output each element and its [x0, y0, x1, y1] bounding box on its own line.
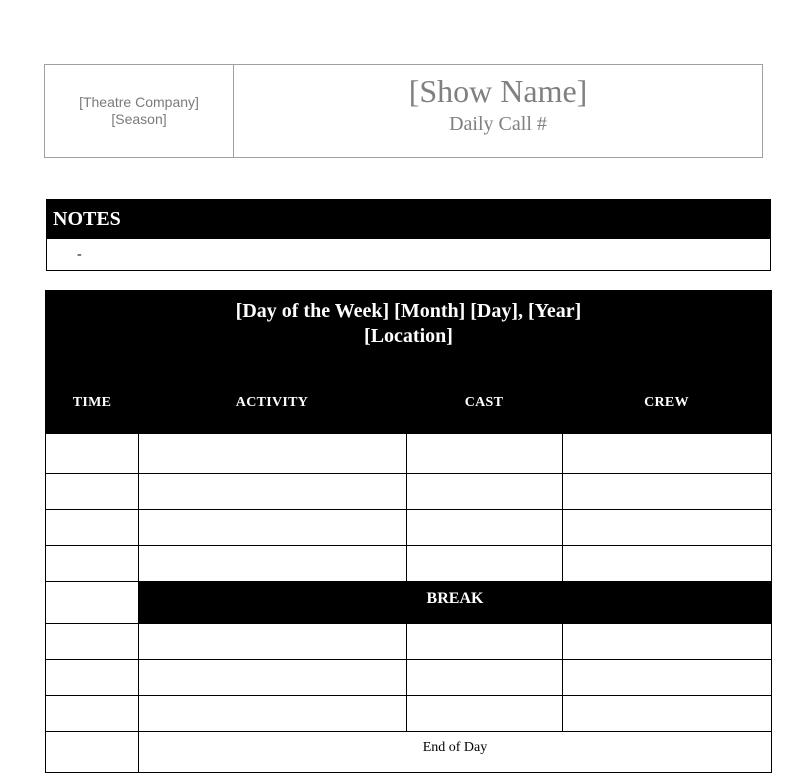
schedule-date: [Day of the Week] [Month] [Day], [Year]	[235, 300, 582, 322]
theatre-company: [Theatre Company]	[79, 94, 199, 110]
call-header	[44, 64, 763, 158]
table-row	[46, 473, 771, 509]
column-header-crew: CREW	[644, 395, 689, 410]
cast-cell[interactable]	[406, 434, 562, 473]
cast-cell[interactable]	[406, 696, 562, 731]
time-cell[interactable]	[46, 546, 138, 581]
crew-cell[interactable]	[562, 434, 771, 473]
time-cell[interactable]	[46, 732, 138, 772]
activity-cell[interactable]	[138, 474, 406, 509]
cast-cell[interactable]	[406, 546, 562, 581]
activity-cell[interactable]	[138, 696, 406, 731]
notes-title: NOTES	[47, 200, 770, 239]
activity-cell[interactable]	[138, 510, 406, 545]
time-cell[interactable]	[46, 624, 138, 659]
column-header-cast: CAST	[464, 395, 504, 410]
crew-cell[interactable]	[562, 474, 771, 509]
table-row	[46, 623, 771, 659]
column-header-activity: ACTIVITY	[235, 395, 309, 410]
time-cell[interactable]	[46, 696, 138, 731]
table-row	[46, 659, 771, 695]
crew-cell[interactable]	[562, 510, 771, 545]
time-cell[interactable]	[46, 510, 138, 545]
cast-cell[interactable]	[406, 510, 562, 545]
time-cell[interactable]	[46, 434, 138, 473]
schedule-header	[46, 291, 771, 434]
table-row	[46, 695, 771, 731]
crew-cell[interactable]	[562, 696, 771, 731]
activity-cell[interactable]	[138, 546, 406, 581]
time-cell[interactable]	[46, 474, 138, 509]
company-season-block	[45, 65, 234, 157]
daily-call-number: Daily Call #	[449, 113, 547, 135]
break-label: BREAK	[138, 582, 771, 623]
break-row	[46, 581, 771, 623]
table-row	[46, 545, 771, 581]
table-row	[46, 509, 771, 545]
cast-cell[interactable]	[406, 660, 562, 695]
end-of-day-row	[46, 731, 771, 772]
show-name: [Show Name]	[408, 73, 588, 109]
schedule-table	[45, 290, 772, 773]
activity-cell[interactable]	[138, 660, 406, 695]
time-cell[interactable]	[46, 582, 138, 623]
activity-cell[interactable]	[138, 434, 406, 473]
table-row	[46, 434, 771, 473]
crew-cell[interactable]	[562, 660, 771, 695]
activity-cell[interactable]	[138, 624, 406, 659]
crew-cell[interactable]	[562, 624, 771, 659]
column-header-time: TIME	[72, 395, 112, 410]
schedule-location: [Location]	[364, 325, 453, 347]
cast-cell[interactable]	[406, 624, 562, 659]
end-of-day-label: End of Day	[138, 732, 771, 772]
time-cell[interactable]	[46, 660, 138, 695]
show-title-block	[234, 65, 762, 157]
schedule-rows	[46, 434, 771, 772]
notes-item: -	[77, 246, 82, 262]
season: [Season]	[111, 111, 167, 127]
notes-section	[46, 199, 771, 271]
crew-cell[interactable]	[562, 546, 771, 581]
cast-cell[interactable]	[406, 474, 562, 509]
